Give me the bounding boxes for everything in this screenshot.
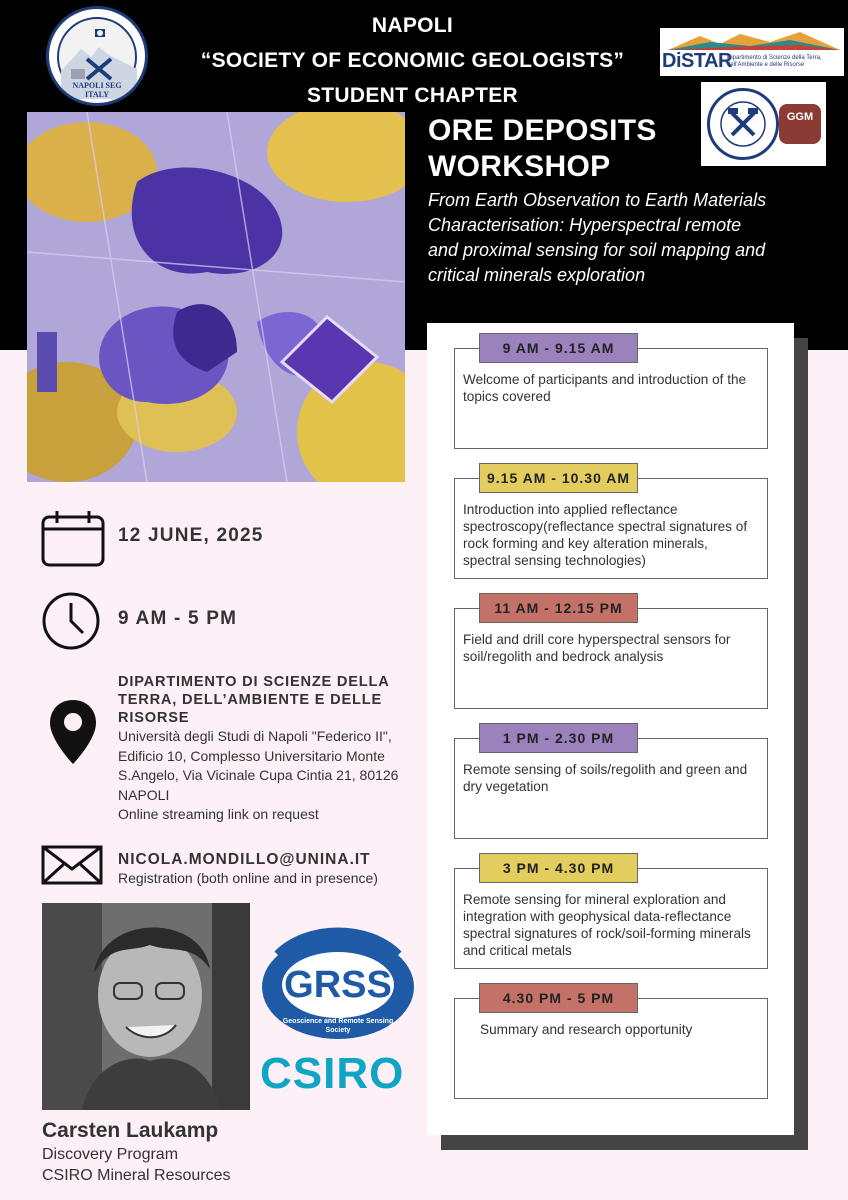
csiro-logo: CSIRO xyxy=(260,1049,405,1098)
schedule-item-2 xyxy=(454,478,768,579)
schedule-item-4 xyxy=(454,738,768,839)
seg-logo xyxy=(46,6,148,106)
ieee-grss-logo xyxy=(258,925,418,1045)
title-line-2: WORKSHOP xyxy=(428,150,611,183)
calendar-icon xyxy=(41,509,105,572)
schedule-text-2: Introduction into applied reflectance spectroscopy(reflectance spectral signatures of rock forming and key alteration minerals, spectral sensing technologies) xyxy=(463,502,748,568)
clock-icon xyxy=(41,591,101,656)
speaker-photo xyxy=(42,903,250,1110)
contact-email[interactable]: NICOLA.MONDILLO@UNINA.IT xyxy=(118,851,371,868)
ggm-badge xyxy=(779,104,821,144)
seg-logo-text: NAPOLI SEG ITALY xyxy=(72,81,122,99)
event-date: 12 JUNE, 2025 xyxy=(118,525,264,546)
event-time: 9 AM - 5 PM xyxy=(118,608,238,629)
sgi-seal xyxy=(707,88,779,160)
schedule-time-4: 1 PM - 2.30 PM xyxy=(479,723,638,753)
workshop-subtitle: From Earth Observation to Earth Materials Characterisation: Hyperspectral remote and proximal sensing for soil mapping and critical minerals exploration xyxy=(428,190,767,285)
hyperspectral-image xyxy=(27,112,405,482)
schedule-time-1: 9 AM - 9.15 AM xyxy=(479,333,638,363)
venue-block xyxy=(118,673,408,825)
schedule-text-5: Remote sensing for mineral exploration and integration with geophysical data-reflectance spectral signatures of rock/soil-forming minerals and critical metals xyxy=(463,892,751,958)
workshop-title xyxy=(428,113,657,185)
distar-logo xyxy=(660,28,844,76)
schedule-time-5: 3 PM - 4.30 PM xyxy=(479,853,638,883)
schedule-time-6: 4.30 PM - 5 PM xyxy=(479,983,638,1013)
speaker-info xyxy=(42,1118,231,1186)
speaker-portrait-graphic xyxy=(42,903,250,1110)
header-line-2: “SOCIETY OF ECONOMIC GEOLOGISTS” xyxy=(200,49,625,72)
grss-ring-text: Geoscience and Remote Sensing Society xyxy=(282,1018,394,1034)
contact-block xyxy=(118,850,418,887)
registration-note: Registration (both online and in presence) xyxy=(118,870,378,886)
sgi-ggm-logo xyxy=(701,82,826,166)
ggm-label: GGM xyxy=(786,111,814,123)
header-line-1: NAPOLI xyxy=(371,14,454,37)
schedule-item-5 xyxy=(454,868,768,969)
schedule-text-4: Remote sensing of soils/regolith and green and dry vegetation xyxy=(463,762,748,794)
schedule-item-6 xyxy=(454,998,768,1099)
venue-address: Università degli Studi di Napoli "Federico II", Edificio 10, Complesso Universitario Monte S.Angelo, Via Vicinale Cupa Cintia 21, 80126 NAPOLI xyxy=(118,728,399,803)
crossed-hammers-icon xyxy=(710,91,776,157)
hyperspectral-map-graphic xyxy=(27,112,405,482)
speaker-role-2: CSIRO Mineral Resources xyxy=(42,1167,231,1184)
schedule-text-1: Welcome of participants and introduction of the topics covered xyxy=(463,372,747,404)
schedule-item-3 xyxy=(454,608,768,709)
grss-main-text: GRSS xyxy=(284,964,392,1006)
distar-mountains-icon xyxy=(660,30,844,52)
location-pin-icon xyxy=(48,698,98,771)
speaker-name: Carsten Laukamp xyxy=(42,1119,219,1142)
schedule-text-6: Summary and research opportunity xyxy=(480,1022,693,1037)
streaming-note: Online streaming link on request xyxy=(118,806,319,822)
header-line-3: STUDENT CHAPTER xyxy=(306,84,518,107)
envelope-icon xyxy=(41,845,103,890)
venue-name: DIPARTIMENTO DI SCIENZE DELLA TERRA, DELL’AMBIENTE E DELLE RISORSE xyxy=(118,674,390,726)
schedule-time-2: 9.15 AM - 10.30 AM xyxy=(479,463,638,493)
title-line-1: ORE DEPOSITS xyxy=(428,114,657,147)
grss-ieee-text: IEEE xyxy=(310,929,366,945)
schedule-time-3: 11 AM - 12.15 PM xyxy=(479,593,638,623)
distar-subtitle: Dipartimento di Scienze della Terra, dell'Ambiente e delle Risorse xyxy=(727,55,822,68)
chapter-header xyxy=(150,8,675,113)
distar-name: DiSTAR xyxy=(662,50,732,72)
schedule-item-1 xyxy=(454,348,768,449)
speaker-role-1: Discovery Program xyxy=(42,1146,179,1163)
schedule-text-3: Field and drill core hyperspectral sensors for soil/regolith and bedrock analysis xyxy=(463,632,731,664)
